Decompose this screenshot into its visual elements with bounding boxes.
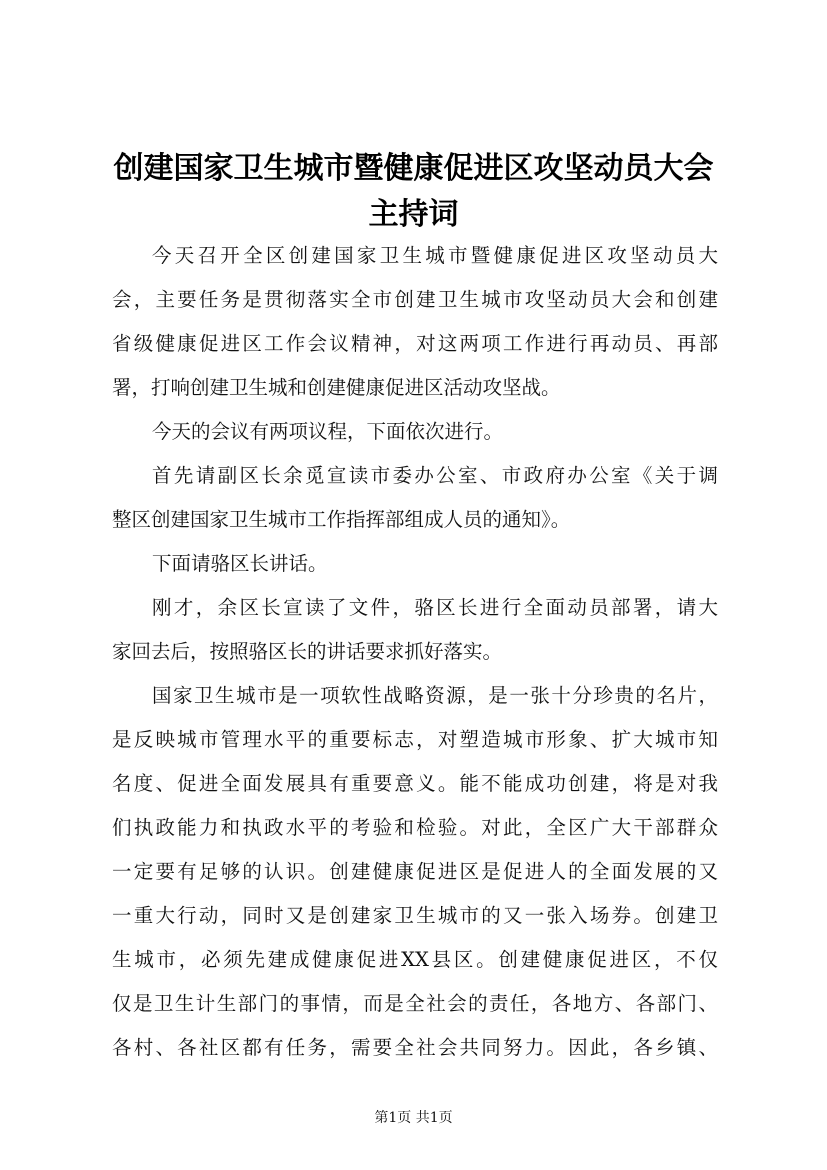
title-line-2: 主持词	[368, 197, 459, 232]
paragraph-line: 生城市，必须先建成健康促进XX县区。创建健康促进区，不仅	[112, 948, 718, 971]
paragraph	[112, 542, 718, 586]
document-body	[112, 234, 718, 1070]
paragraph-line: 整区创建国家卫生城市工作指挥部组成人员的通知》。	[112, 508, 571, 531]
document-title	[100, 146, 727, 238]
paragraph-line: 是反映城市管理水平的重要标志，对塑造城市形象、扩大城市知	[112, 728, 718, 751]
paragraph-line: 国家卫生城市是一项软性战略资源，是一张十分珍贵的名片，	[152, 684, 718, 707]
paragraph-line: 名度、促进全面发展具有重要意义。能不能成功创建，将是对我	[112, 772, 718, 795]
paragraph-line: 刚才，余区长宣读了文件，骆区长进行全面动员部署，请大	[152, 596, 718, 619]
paragraph-line: 首先请副区长余觅宣读市委办公室、市政府办公室《关于调	[152, 464, 718, 487]
paragraph	[112, 454, 718, 542]
paragraph-line: 们执政能力和执政水平的考验和检验。对此，全区广大干部群众	[112, 816, 718, 839]
title-line-1: 创建国家卫生城市暨健康促进区攻坚动员大会	[113, 151, 714, 186]
paragraph-line: 各村、各社区都有任务，需要全社会共同努力。因此，各乡镇、	[112, 1036, 718, 1059]
paragraph	[112, 674, 718, 1070]
paragraph-line: 署，打响创建卫生城和创建健康促进区活动攻坚战。	[112, 376, 561, 399]
paragraph	[112, 234, 718, 410]
paragraph-line: 今天的会议有两项议程，下面依次进行。	[152, 420, 504, 443]
paragraph-line: 今天召开全区创建国家卫生城市暨健康促进区攻坚动员大	[152, 244, 718, 267]
paragraph-line: 会，主要任务是贯彻落实全市创建卫生城市攻坚动员大会和创建	[112, 288, 718, 311]
paragraph-line: 仅是卫生计生部门的事情，而是全社会的责任，各地方、各部门、	[112, 992, 718, 1015]
paragraph-line: 下面请骆区长讲话。	[152, 552, 328, 575]
paragraph-line: 一定要有足够的认识。创建健康促进区是促进人的全面发展的又	[112, 860, 718, 883]
paragraph	[112, 410, 718, 454]
paragraph-line: 一重大行动，同时又是创建家卫生城市的又一张入场券。创建卫	[112, 904, 718, 927]
paragraph-line: 省级健康促进区工作会议精神，对这两项工作进行再动员、再部	[112, 332, 718, 355]
paragraph	[112, 586, 718, 674]
paragraph-line: 家回去后，按照骆区长的讲话要求抓好落实。	[112, 640, 503, 663]
page-footer: 第1页 共1页	[374, 1110, 453, 1126]
